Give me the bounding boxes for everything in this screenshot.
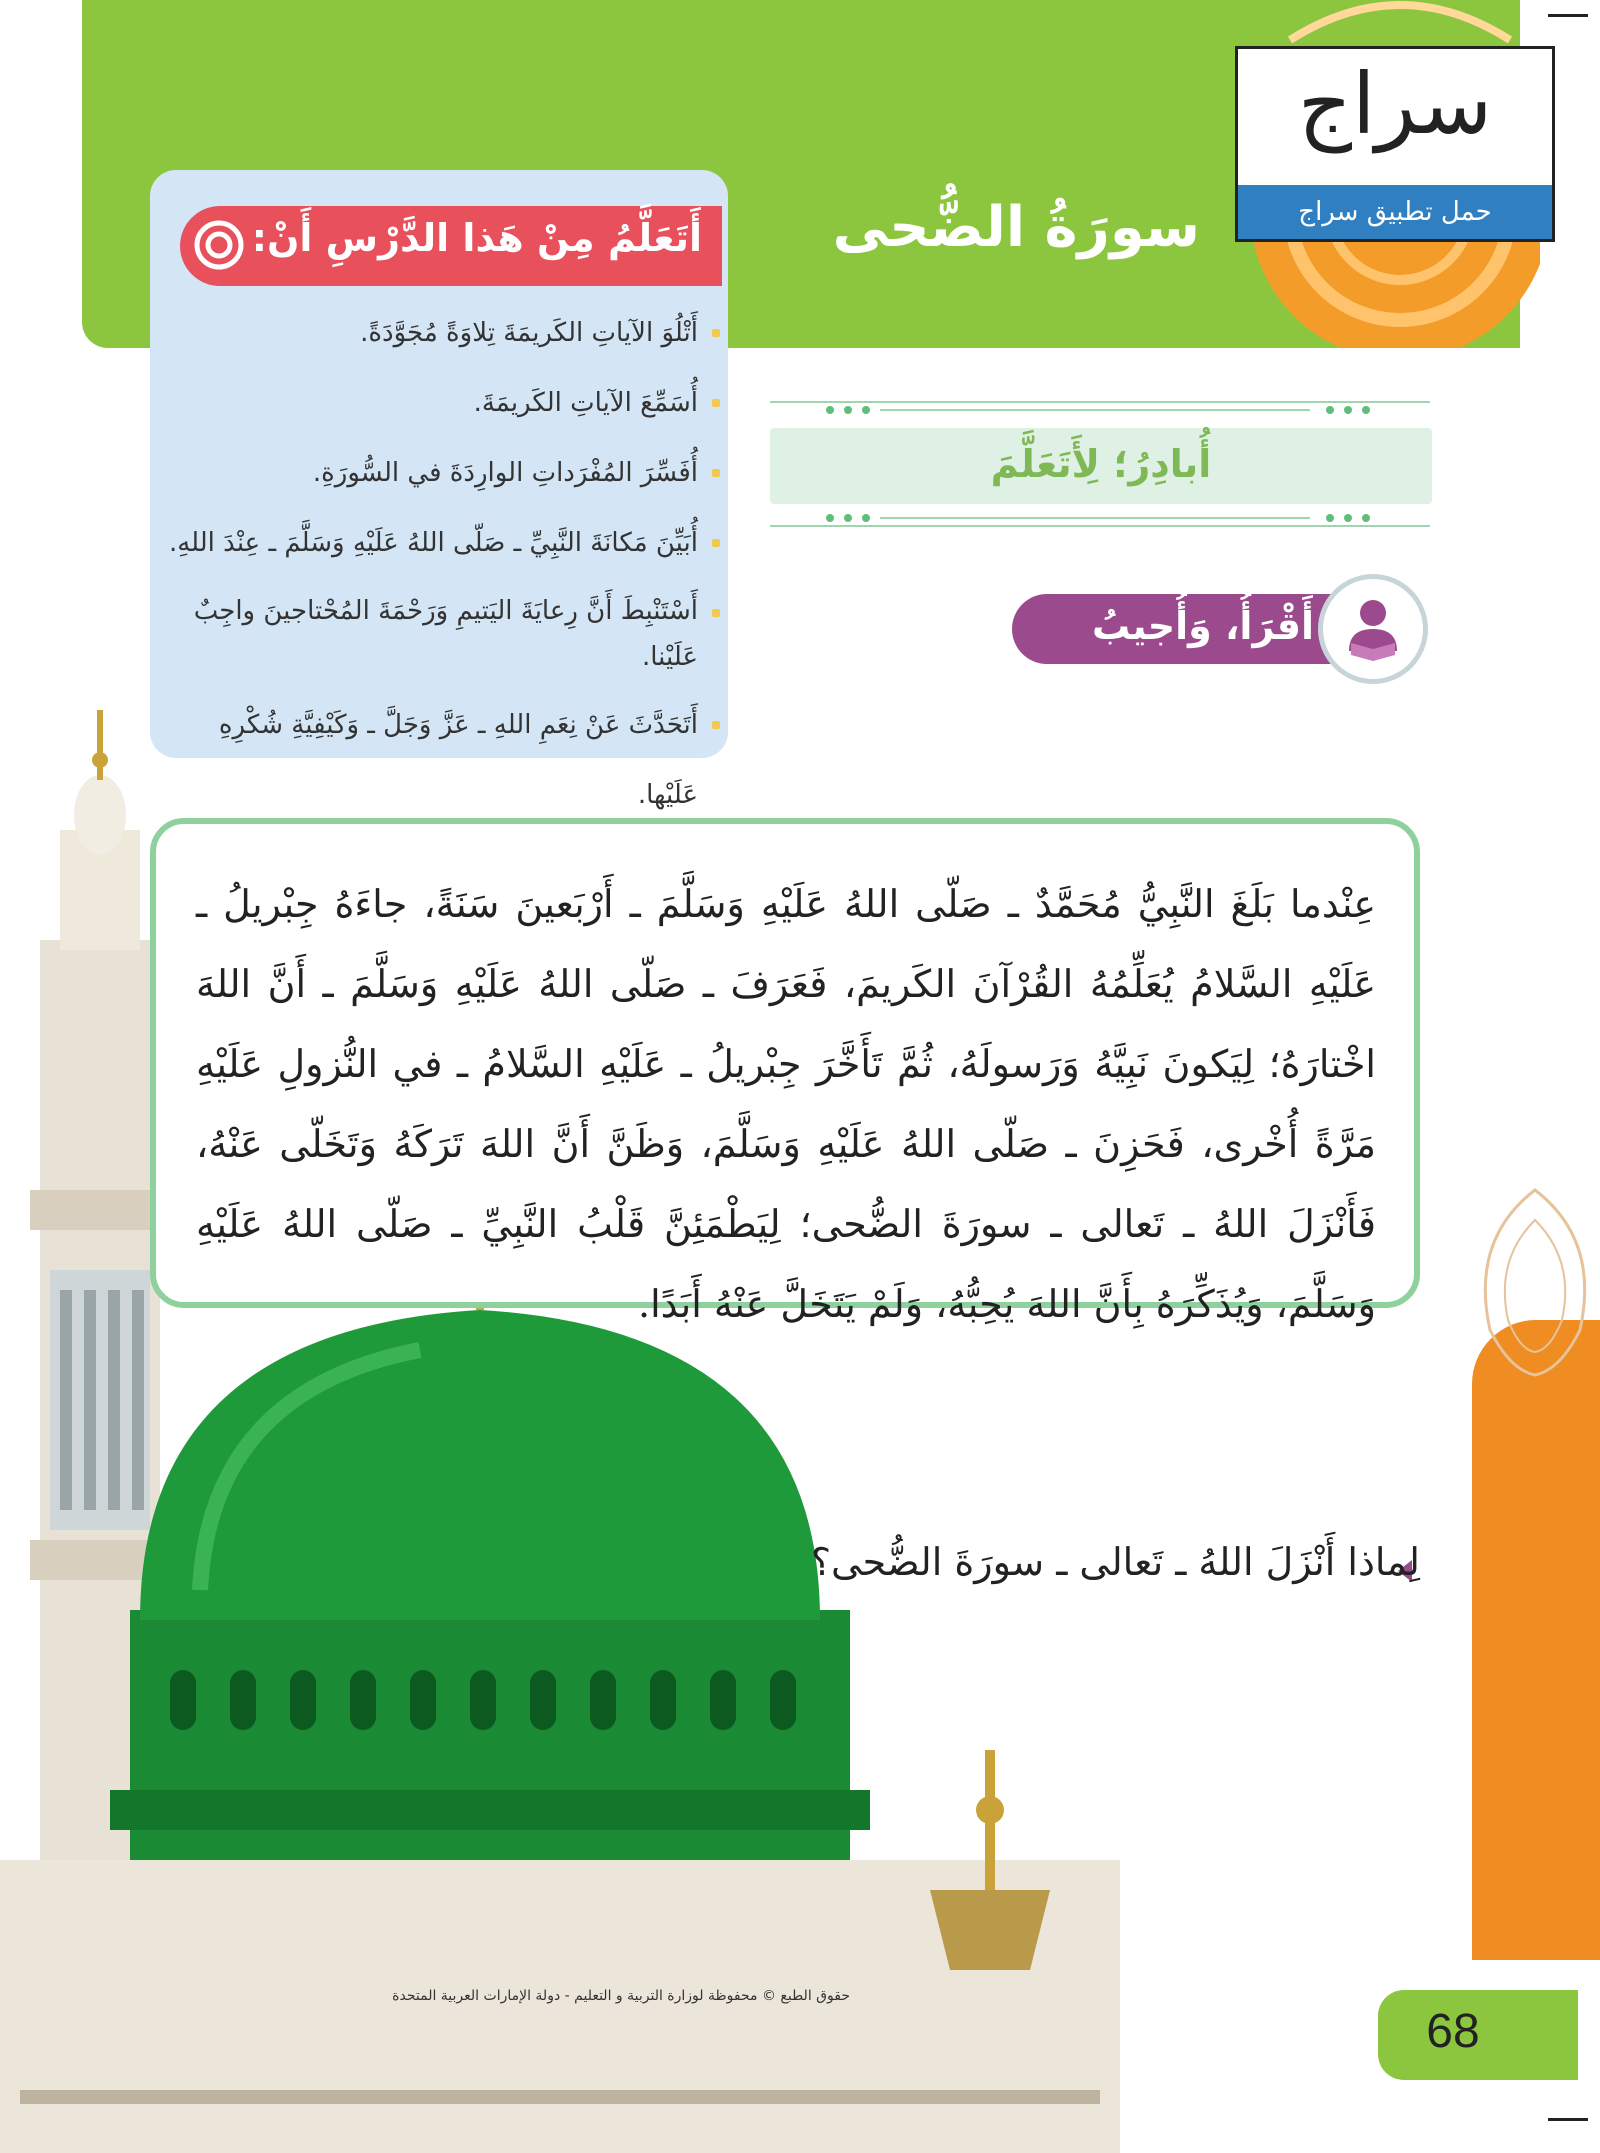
logo-tagline: حمل تطبيق سراج bbox=[1238, 185, 1552, 239]
objective-item: أَتَحَدَّثَ عَنْ نِعَمِ اللهِ ـ عَزَّ وَجَلَّ ـ وَكَيْفِيَّةِ شُكْرِهِ عَلَيْها. bbox=[160, 690, 720, 830]
spiral-icon bbox=[192, 218, 246, 272]
story-box bbox=[150, 818, 1420, 1326]
copyright-note: حقوق الطبع © محفوظة لوزارة التربية و التعليم - دولة الإمارات العربية المتحدة bbox=[392, 1988, 850, 2004]
objective-item: أُبَيِّنَ مَكانَةَ النَّبِيِّ ـ صَلّى اللهُ عَلَيْهِ وَسَلَّمَ ـ عِنْدَ اللهِ. bbox=[160, 508, 720, 578]
objectives-header bbox=[180, 206, 722, 286]
start-learning-banner bbox=[770, 428, 1432, 504]
objectives-title: أَتَعَلَّمُ مِنْ هَذا الدَّرْسِ أَنْ: bbox=[251, 216, 702, 260]
crop-mark bbox=[1548, 2118, 1588, 2121]
ornament-decoration bbox=[1470, 1180, 1600, 1380]
story-text: عِنْدما بَلَغَ النَّبِيُّ مُحَمَّدٌ ـ صَلّى اللهُ عَلَيْهِ وَسَلَّمَ ـ أَرْبَعينَ سَنَةً، جاءَهُ جِبْريلُ ـ عَلَيْهِ السَّلامُ يُعَلِّمُهُ القُرْآنَ الكَريمَ، فَعَرَفَ ـ صَلّى اللهُ عَلَيْهِ وَسَلَّمَ ـ أَنَّ اللهَ اخْتارَهُ؛ لِيَكونَ نَبِيَّهُ وَرَسولَهُ، ثُمَّ تَأَخَّرَ جِبْريلُ ـ عَلَيْهِ السَّلامُ ـ في النُّزولِ عَلَيْهِ مَرَّةً أُخْرى، فَحَزِنَ ـ صَلّى اللهُ عَلَيْهِ وَسَلَّمَ، وَظَنَّ أَنَّ اللهَ تَرَكَهُ وَتَخَلّى عَنْهُ، فَأَنْزَلَ اللهُ ـ تَعالى ـ سورَةَ الضُّحى؛ لِيَطْمَئِنَّ قَلْبُ النَّبِيِّ ـ صَلّى اللهُ عَلَيْهِ وَسَلَّمَ، وَيُذَكِّرَهُ بِأَنَّ اللهَ يُحِبُّهُ، وَلَمْ يَتَخَلَّ عَنْهُ أَبَدًا. bbox=[196, 882, 1376, 1326]
objective-item: أُفَسِّرَ المُفْرَداتِ الوارِدَةَ في السُّورَةِ. bbox=[160, 438, 720, 508]
banner-top-divider bbox=[770, 398, 1430, 418]
page-number-tab bbox=[1378, 1990, 1578, 2080]
reader-icon bbox=[1318, 574, 1428, 684]
banner-bottom-divider bbox=[770, 510, 1430, 530]
objective-item: أَتْلُوَ الآياتِ الكَريمَةَ تِلاوَةً مُجَوَّدَةً. bbox=[160, 298, 720, 368]
lesson-title: سورَةُ الضُّحى bbox=[832, 195, 1200, 260]
logo-name: سراج bbox=[1297, 55, 1493, 153]
objective-item: أَسْتَنْبِطَ أَنَّ رِعايَةَ اليَتيمِ وَرَحْمَةَ المُحْتاجينَ واجِبٌ عَلَيْنا. bbox=[160, 578, 720, 690]
objective-item: أُسَمِّعَ الآياتِ الكَريمَةَ. bbox=[160, 368, 720, 438]
banner-text: أُبادِرُ؛ لِأَتَعَلَّمَ bbox=[990, 442, 1212, 486]
read-and-answer-text: أَقْرَأُ، وَأُجيبُ bbox=[1091, 604, 1314, 648]
side-orange-strip bbox=[1472, 1320, 1600, 1960]
question-text: لِماذا أَنْزَلَ اللهُ ـ تَعالى ـ سورَةَ الضُّحى؟ bbox=[810, 1540, 1420, 1584]
crop-mark bbox=[1548, 14, 1588, 17]
page-number: 68 bbox=[1426, 2005, 1480, 2058]
siraj-logo[interactable] bbox=[1235, 46, 1555, 242]
